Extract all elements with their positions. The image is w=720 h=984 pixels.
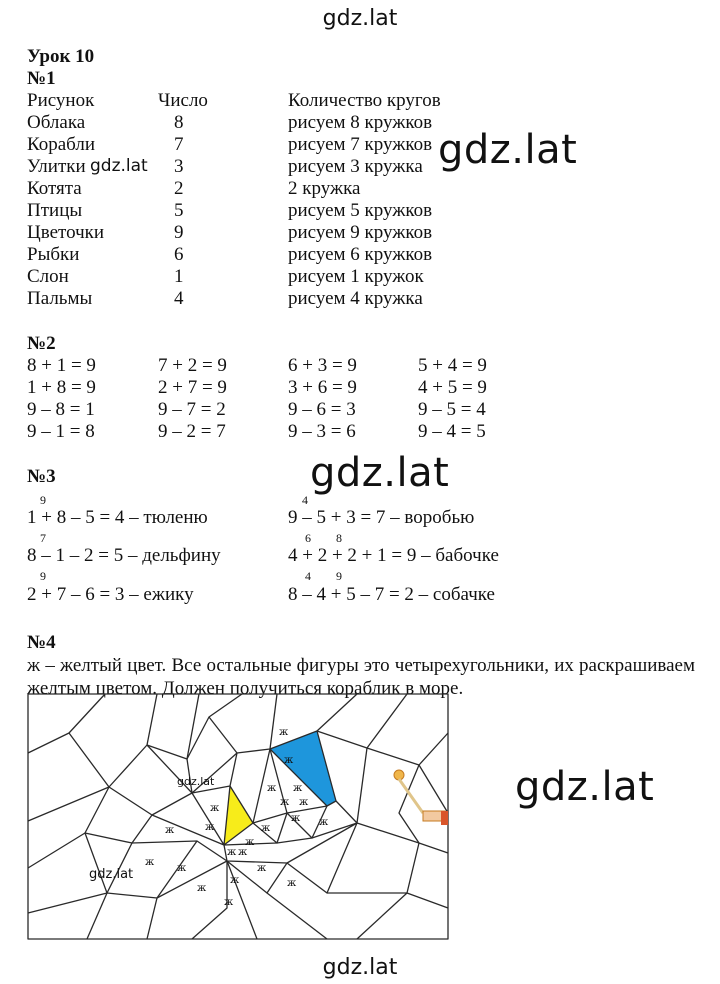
zh-mark: ж: [284, 755, 294, 766]
zh-mark: ж: [261, 823, 271, 834]
equation: 9 – 5 = 4: [418, 399, 486, 420]
zh-mark: ж: [210, 803, 220, 814]
equation: 1 + 8 = 9: [27, 377, 96, 398]
ex1-row-count: 2 кружка: [288, 178, 361, 199]
zh-mark: ж: [287, 878, 297, 889]
expression: 1 + 8 – 5 = 4 – тюленю: [27, 507, 208, 528]
zh-mark: ж: [291, 813, 301, 824]
equation: 8 + 1 = 9: [27, 355, 96, 376]
ex1-row-count: рисуем 3 кружка: [288, 156, 423, 177]
mosaic-picture: [27, 693, 449, 940]
equation: 9 – 1 = 8: [27, 421, 95, 442]
zh-mark: ж: [293, 783, 303, 794]
expression: 9 – 5 + 3 = 7 – воробью: [288, 507, 475, 528]
ex1-header-count: Количество кругов: [288, 90, 441, 111]
ex1-row-name: Облака: [27, 112, 86, 133]
intermediate-result: 4: [302, 493, 308, 507]
equation: 9 – 2 = 7: [158, 421, 226, 442]
ex1-row-number: 3: [174, 156, 184, 177]
zh-mark: ж: [224, 897, 234, 908]
ex1-row-name: Слон: [27, 266, 69, 287]
watermark-in-picture-2: gdz.lat: [89, 867, 134, 882]
ex1-row-number: 1: [174, 266, 184, 287]
ex1-row-name: Рыбки: [27, 244, 80, 265]
zh-mark: ж: [279, 727, 289, 738]
zh-mark: ж: [227, 847, 237, 858]
equation: 9 – 8 = 1: [27, 399, 95, 420]
zh-mark: ж: [205, 822, 215, 833]
ex1-row-count: рисуем 8 кружков: [288, 112, 433, 133]
ex1-row-number: 2: [174, 178, 184, 199]
ex1-row-number: 9: [174, 222, 184, 243]
ex1-number: №1: [27, 68, 56, 89]
expression: 8 – 4 + 5 – 7 = 2 – собачке: [288, 584, 495, 605]
watermark-big-1: gdz.lat: [438, 127, 578, 173]
ex3-number: №3: [27, 466, 56, 487]
ex1-row-count: рисуем 6 кружков: [288, 244, 433, 265]
lesson-title: Урок 10: [27, 46, 95, 67]
watermark-top: gdz.lat: [322, 6, 398, 31]
intermediate-result: 9: [336, 569, 342, 583]
equation: 6 + 3 = 9: [288, 355, 357, 376]
ex1-row-name: Птицы: [27, 200, 83, 221]
zh-mark: ж: [299, 797, 309, 808]
zh-mark: ж: [238, 847, 248, 858]
intermediate-result: 4: [305, 569, 311, 583]
equation: 9 – 3 = 6: [288, 421, 356, 442]
blue-quad: [270, 731, 336, 806]
watermark-in-picture-1: gdz.lat: [177, 775, 215, 788]
intermediate-result: 8: [336, 531, 342, 545]
zh-mark: ж: [257, 863, 267, 874]
expression: 4 + 2 + 2 + 1 = 9 – бабочке: [288, 545, 499, 566]
ex1-row-count: рисуем 5 кружков: [288, 200, 433, 221]
ex1-row-number: 5: [174, 200, 184, 221]
intermediate-result: 9: [40, 569, 46, 583]
ex1-row-name: Котята: [27, 178, 82, 199]
watermark-big-3: gdz.lat: [515, 764, 655, 810]
equation: 4 + 5 = 9: [418, 377, 487, 398]
ex1-row-name: Улитки: [27, 156, 86, 177]
ex1-header-number: Число: [158, 90, 208, 111]
ex4-number: №4: [27, 632, 56, 653]
expression: 2 + 7 – 6 = 3 – ежику: [27, 584, 194, 605]
zh-mark: ж: [267, 783, 277, 794]
ex1-row-number: 7: [174, 134, 184, 155]
zh-mark: ж: [280, 797, 290, 808]
ex1-row-number: 4: [174, 288, 184, 309]
equation: 7 + 2 = 9: [158, 355, 227, 376]
ex4-text: ж – желтый цвет. Все остальные фигуры это четырехугольники, их раскрашиваем желтым цветом. Должен получиться кораблик в море.: [27, 655, 695, 699]
equation: 2 + 7 = 9: [158, 377, 227, 398]
ex1-header-picture: Рисунок: [27, 90, 95, 111]
ex1-row-count: рисуем 4 кружка: [288, 288, 423, 309]
equation: 9 – 6 = 3: [288, 399, 356, 420]
equation: 9 – 4 = 5: [418, 421, 486, 442]
ex1-row-count: рисуем 9 кружков: [288, 222, 433, 243]
ex1-row-number: 8: [174, 112, 184, 133]
intermediate-result: 6: [305, 531, 311, 545]
equation: 5 + 4 = 9: [418, 355, 487, 376]
ex1-row-number: 6: [174, 244, 184, 265]
intermediate-result: 7: [40, 531, 46, 545]
watermark-big-2: gdz.lat: [310, 450, 450, 496]
ex1-row-name: Пальмы: [27, 288, 93, 309]
zh-mark: ж: [319, 817, 329, 828]
watermark-inline: gdz.lat: [90, 156, 148, 176]
zh-mark: ж: [177, 863, 187, 874]
zh-mark: ж: [230, 875, 240, 886]
zh-mark: ж: [165, 825, 175, 836]
ex1-row-name: Корабли: [27, 134, 96, 155]
equation: 9 – 7 = 2: [158, 399, 226, 420]
watermark-bottom: gdz.lat: [322, 955, 398, 980]
ex1-row-count: рисуем 1 кружок: [288, 266, 424, 287]
equation: 3 + 6 = 9: [288, 377, 357, 398]
expression: 8 – 1 – 2 = 5 – дельфину: [27, 545, 221, 566]
zh-mark: ж: [245, 837, 255, 848]
intermediate-result: 9: [40, 493, 46, 507]
zh-mark: ж: [145, 857, 155, 868]
ex1-row-count: рисуем 7 кружков: [288, 134, 433, 155]
zh-mark: ж: [197, 883, 207, 894]
ex1-row-name: Цветочки: [27, 222, 105, 243]
ex2-number: №2: [27, 333, 56, 354]
